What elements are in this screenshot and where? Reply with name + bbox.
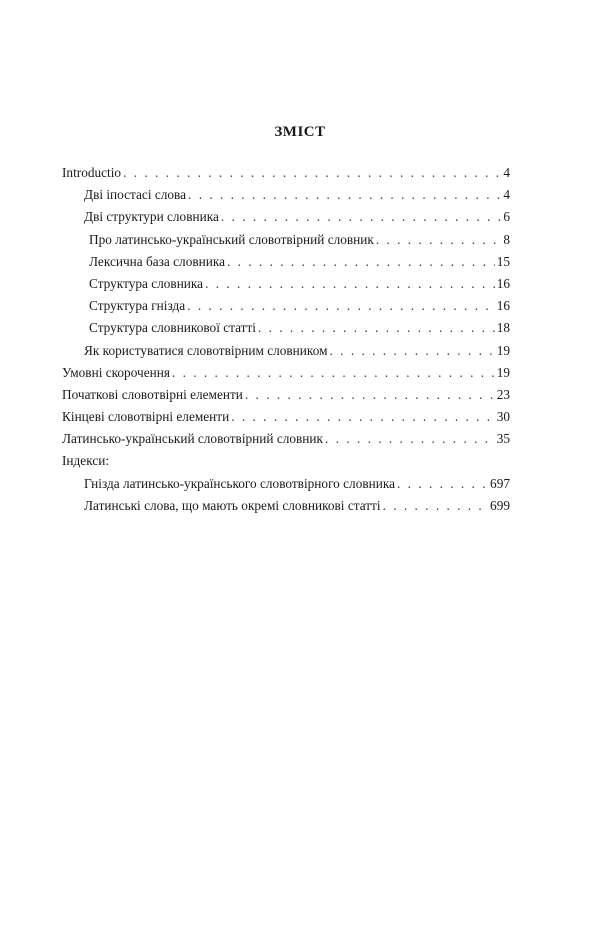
dot-leader [187, 295, 495, 317]
toc-entry-nest-structure[interactable] [62, 295, 510, 317]
toc-entry-label: Кінцеві словотвірні елементи [62, 409, 230, 425]
toc-entry-abbreviations[interactable] [62, 362, 510, 384]
toc-entry-label: Introductio [62, 165, 122, 180]
toc-entry-about-dictionary[interactable] [62, 229, 510, 251]
toc-entry-label: Гнізда латинсько-українського словотвірного словника [84, 475, 396, 491]
toc-entry-label: Дві структури словника [84, 209, 219, 225]
toc-entry-main-dictionary[interactable] [62, 428, 510, 450]
toc-entry-page: 30 [496, 409, 510, 425]
toc-entry-label: Латинсько-український словотвірний словник [62, 431, 324, 447]
dot-leader [227, 251, 495, 273]
toc-entry-two-structures[interactable] [62, 206, 510, 228]
toc-entry-page: 6 [503, 209, 510, 225]
dot-leader [245, 384, 495, 406]
toc-entry-index-nests[interactable] [62, 473, 510, 495]
toc-entry-label: Структура словникової статті [89, 320, 256, 336]
toc-entry-label: Умовні скорочення [62, 364, 170, 380]
dot-leader [325, 428, 495, 450]
toc-entry-two-hypostases[interactable] [62, 184, 510, 206]
dot-leader [205, 273, 495, 295]
toc-entry-page: 16 [496, 298, 510, 314]
toc-entry-article-structure[interactable] [62, 317, 510, 339]
toc-entry-indexes[interactable] [62, 450, 510, 472]
toc-entry-page: 16 [496, 275, 510, 291]
toc-entry-page: 699 [490, 497, 510, 513]
toc-entry-page: 4 [503, 187, 510, 203]
toc-entry-label: Індекси: [62, 453, 110, 469]
toc-title: ЗМІСТ [274, 124, 326, 140]
toc-entry-page: 697 [490, 475, 510, 491]
toc-entry-dictionary-structure[interactable] [62, 273, 510, 295]
toc-entry-label: Дві іпостасі слова [84, 187, 187, 203]
toc-entry-page: 23 [496, 386, 510, 402]
dot-leader [258, 317, 495, 339]
toc-entry-label: Латинські слова, що мають окремі словникові статті [84, 497, 381, 513]
toc-entry-introductio[interactable] [62, 162, 510, 184]
toc-entry-initial-elements[interactable] [62, 384, 510, 406]
dot-leader [172, 362, 495, 384]
toc-entry-page: 35 [496, 431, 510, 447]
toc-entry-page: 19 [496, 364, 510, 380]
toc-entry-page: 18 [496, 320, 510, 336]
toc-entry-label: Про латинсько-український словотвірний словник [89, 231, 374, 247]
toc-entry-page: 8 [503, 231, 510, 247]
toc-entry-page: 4 [503, 165, 510, 180]
dot-leader [188, 184, 501, 206]
dot-leader [221, 206, 501, 228]
toc-entry-label: Структура словника [89, 275, 204, 291]
toc-entry-page: 19 [496, 342, 510, 358]
toc-entry-label: Початкові словотвірні елементи [62, 386, 243, 402]
dot-leader [376, 229, 501, 251]
toc-entry-label: Структура гнізда [89, 298, 186, 314]
toc-entry-label: Як користуватися словотвірним словником [84, 342, 328, 358]
toc-entry-lexical-base[interactable] [62, 251, 510, 273]
toc-entry-final-elements[interactable] [62, 406, 510, 428]
toc-entry-index-latin-words[interactable] [62, 495, 510, 517]
dot-leader [231, 406, 494, 428]
toc-entry-how-to-use[interactable] [62, 340, 510, 362]
dot-leader [330, 340, 495, 362]
table-of-contents [62, 162, 510, 517]
dot-leader [397, 473, 488, 495]
dot-leader [123, 162, 501, 184]
toc-entry-label: Лексична база словника [89, 253, 226, 269]
toc-entry-page: 15 [496, 253, 510, 269]
dot-leader [383, 495, 488, 517]
